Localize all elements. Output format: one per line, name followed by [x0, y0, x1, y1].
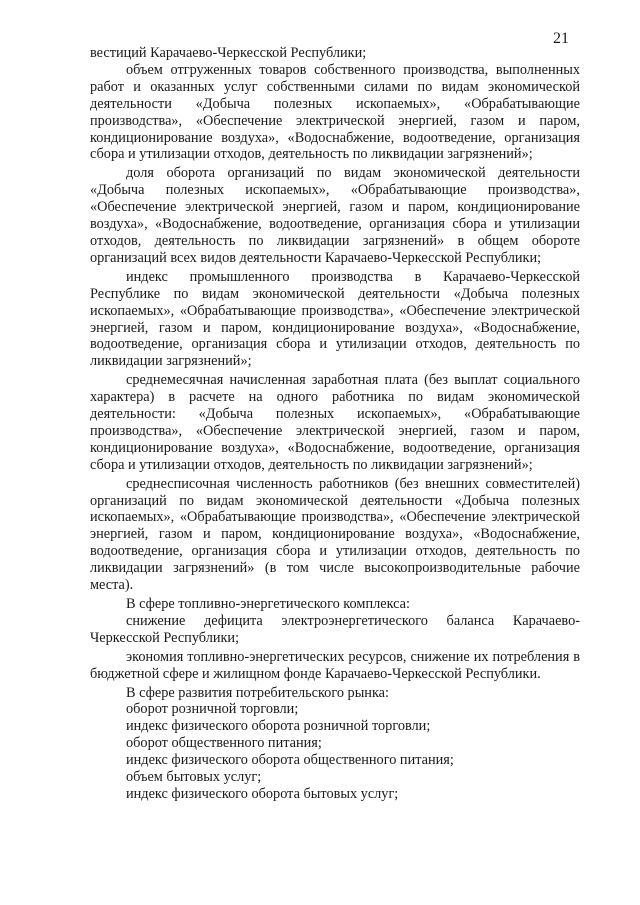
paragraph: объем бытовых услуг; [126, 769, 262, 786]
page-number: 21 [553, 30, 569, 47]
paragraph: индекс промышленного производства в Карачаево-Черкесской Республике по видам экономической деятельности «Добыча полезных ископаемых», «Обрабатывающие производства», «Обеспечение электрической энергией, газом и паром, кондиционирование воздуха», «Водоснабжение, водоотведение, организация сбора и утилизации отходов, деятельность по ликвидации загрязнений»; [90, 268, 580, 370]
paragraph: снижение дефицита электроэнергетического баланса Карачаево-Черкесской Республики; [90, 612, 580, 646]
paragraph: объем отгруженных товаров собственного производства, выполненных работ и оказанных услуг собственными силами по видам экономической деятельности «Добыча полезных ископаемых», «Обрабатывающие производства», «Обеспечение электрической энергией, газом и паром, кондиционирование воздуха», «Водоснабжение, водоотведение, организация сбора и утилизации отходов, деятельность по ликвидации загрязнений»; [90, 61, 580, 163]
paragraph: доля оборота организаций по видам экономической деятельности «Добыча полезных ископаемых», «Обрабатывающие производства», «Обеспечение электрической энергией, газом и паром, кондиционирование воздуха», «Водоснабжение, водоотведение, организация сбора и утилизации отходов, деятельность по ликвидации загрязнений» в общем обороте организаций всех видов деятельности Карачаево-Черкесской Республики; [90, 165, 580, 266]
paragraph: индекс физического оборота розничной торговли; [126, 718, 431, 735]
paragraph: В сфере развития потребительского рынка: [126, 684, 389, 701]
paragraph: среднемесячная начисленная заработная плата (без выплат социального характера) в расчете на одного работника по видам экономической деятельности: «Добыча полезных ископаемых», «Обрабатывающие производства», «Обеспечение электрической энергией, газом и паром, кондиционирование воздуха», «Водоснабжение, водоотведение, организация сбора и утилизации отходов, деятельность по ликвидации загрязнений»; [90, 372, 580, 473]
paragraph: оборот общественного питания; [126, 735, 322, 752]
paragraph: экономия топливно-энергетических ресурсов, снижение их потребления в бюджетной сфере и жилищном фонде Карачаево-Черкесской Республики. [90, 648, 580, 682]
paragraph: оборот розничной торговли; [126, 701, 299, 718]
paragraph: вестиций Карачаево-Черкесской Республики; [90, 45, 367, 61]
document-body [90, 45, 580, 803]
paragraph: индекс физического оборота общественного питания; [126, 752, 454, 769]
paragraph: среднесписочная численность работников (без внешних совместителей) организаций по видам экономической деятельности «Добыча полезных ископаемых», «Обрабатывающие производства», «Обеспечение электрической энергией, газом и паром, кондиционирование воздуха», «Водоснабжение, водоотведение, организация сбора и утилизации отходов, деятельность по ликвидации загрязнений» (в том числе высокопроизводительные рабочие места). [90, 475, 580, 594]
paragraph: индекс физического оборота бытовых услуг; [126, 785, 399, 802]
paragraph: В сфере топливно-энергетического комплекса: [126, 596, 411, 612]
